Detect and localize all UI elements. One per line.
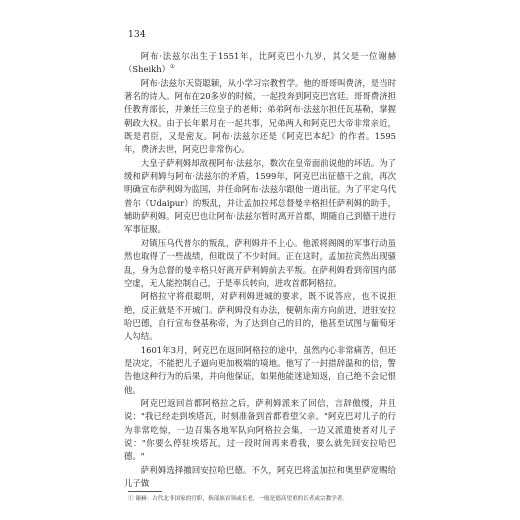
footnote-divider: [128, 491, 162, 492]
body-text: [124, 50, 396, 490]
paragraph: [124, 50, 396, 77]
paragraph-text: 阿布·法兹尔出生于1551年，比阿克巴小九岁，其父是一位谢赫（Sheikh）: [124, 51, 396, 75]
paragraph: 对镇压乌代普尔的叛乱，萨利姆并不上心。他派将阁阁的军事行动虽然也取得了一些战绩，但耽误了不少时间。正在这时，孟加拉宾然出现骚乱，身为总督的曼辛格只好离开萨利姆前去平叛。在萨利姆看到帝国内部空虚，无人能控制自己，于是率兵转向，进攻首都阿格拉。: [124, 237, 396, 288]
footnote-reference[interactable]: ①: [170, 64, 175, 71]
page-number: 134: [128, 30, 147, 40]
paragraph: 大皇子萨利姆却敌视阿布·法兹尔，数次在皇帝面前说他的坏话。为了缓和萨利姆与阿布·法兹尔的矛盾，1599年，阿克巴出征德干之前，再次明确宣布萨利姆为监国，并任命阿布·法兹尔跟他一道出征。为了平定乌代普尔（Udaipur）的叛乱，并让孟加拉邦总督曼辛格担任萨利姆的助手，辅助萨利姆。阿克巴也让阿布·法兹尔暂时离开首都，期随自己到德干进行军事征服。: [124, 157, 396, 235]
paragraph: 萨利姆选择撤回安拉哈巴德。不久，阿克巴将孟加拉和奥里萨宽赐给儿子做: [124, 464, 396, 488]
paragraph: 阿克巴返回首都阿格拉之后，萨利姆派来了回信，言辞傲慢，并且说："我已经走到埃塔瓦，时刻准备到首都看望父亲。"阿克巴对儿子的行为非常吃惊，一边召集各地军队向阿格拉会集，一边又派遣使者对儿子说："你要么停驻埃塔瓦，过一段时间再来看我，要么就先回安拉哈巴德。": [124, 397, 396, 462]
paragraph: 阿格拉守将很聪明，对萨利姆进城的要求，既不说答应，也不说拒绝，反正就是不开城门。萨利姆没有办法，便朝东南方向前进，进驻安拉哈巴德，自行宣布登基称帝，为了达到自己的目的，他甚至试图与葡萄牙人勾结。: [124, 291, 396, 342]
paragraph: 阿布·法兹尔天资聪颖，从小学习宗教哲学。他的哥哥叫费济，是当时著名的诗人。阿布在20多岁的时候，一起投奔到阿克巴宫廷。哥哥费济担任教育部长，并兼任三位皇子的老师；弟弟阿布·法兹尔担任瓦基勒，掌握朝政大权。由于长年累月在一起共事，兄弟两人和阿克巴大帝非常亲近，既是君臣，又是密友。阿布·法兹尔还是《阿克巴本纪》的作者。1595年，费济去世，阿克巴非常伤心。: [124, 77, 396, 155]
footnote: [128, 495, 396, 503]
paragraph: 1601年3月，阿克巴在返回阿格拉的途中，虽然内心非常痛苦，但还是决定，不能把儿子逼向更加极端的境地。他写了一封措辞温和的信，警告他这种行为的后果，并向他保证，如果他能迷途知返，自己绝不会记恨他。: [124, 344, 396, 395]
footnote-text: 谢赫：古代北非国家的官职，指部族首领或长老，一般是德高望重的长者或宗教学者。: [135, 496, 348, 502]
footnote-marker: ①: [128, 496, 134, 502]
